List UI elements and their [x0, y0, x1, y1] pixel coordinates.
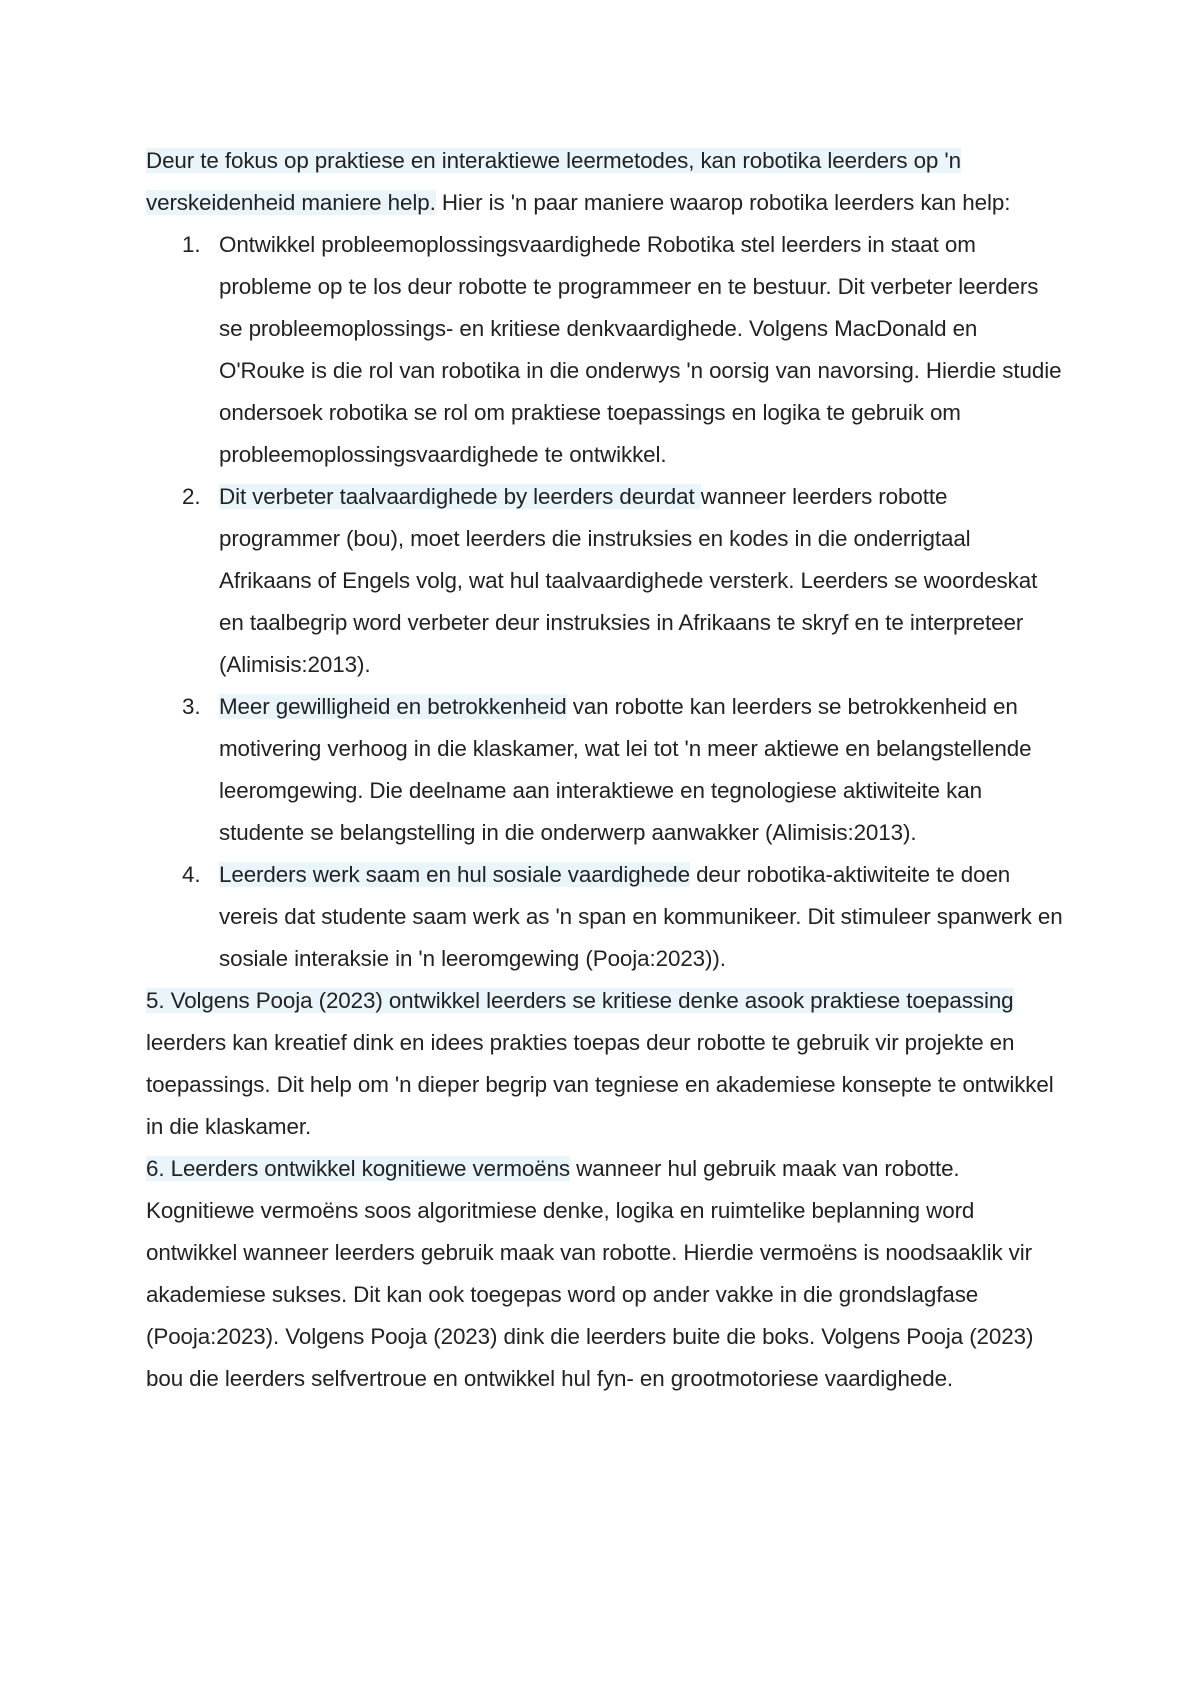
paragraph-6-text: wanneer hul gebruik maak van robotte. Kognitiewe vermoëns soos algoritmiese denke, logika en ruimtelike beplanning word ontwikkel wanneer leerders gebruik maak van robotte. Hierdie vermoëns is noodsaaklik vir akademiese sukses. Dit kan ook toegepas word op ander vakke in die grondslagfase (Pooja:2023). Volgens Pooja (2023) dink die leerders buite die boks. Volgens Pooja (2023) bou die leerders selfvertroue en ontwikkel hul fyn- en grootmotoriese vaardighede. — [146, 1156, 1034, 1391]
intro-paragraph — [146, 140, 1066, 224]
list-number: 2. — [182, 484, 201, 509]
list-item-text: wanneer leerders robotte programmer (bou), moet leerders die instruksies en kodes in die onderrigtaal Afrikaans of Engels volg, wat hul taalvaardighede versterk. Leerders se woordeskat en taalbegrip word verbeter deur instruksies in Afrikaans te skryf en te interpreteer (Alimisis:2013). — [219, 484, 1038, 677]
list-number: 1. — [182, 232, 201, 257]
numbered-list — [146, 224, 1066, 980]
paragraph-5-text: leerders kan kreatief dink en idees prakties toepas deur robotte te gebruik vir projekte en toepassings. Dit help om 'n dieper begrip van tegniese en akademiese konsepte te ontwikkel in die klaskamer. — [146, 1030, 1054, 1139]
document-page — [146, 140, 1066, 1400]
list-item-highlight: Dit verbeter taalvaardighede by leerders deurdat — [219, 484, 701, 509]
paragraph-6 — [146, 1148, 1066, 1400]
paragraph-5-highlight: 5. Volgens Pooja (2023) ontwikkel leerders se kritiese denke asook praktiese toepassing — [146, 988, 1014, 1013]
paragraph-6-highlight: 6. Leerders ontwikkel kognitiewe vermoëns — [146, 1156, 571, 1181]
list-item-text: deur robotika-aktiwiteite te doen vereis dat studente saam werk as 'n span en kommunikeer. Dit stimuleer spanwerk en sosiale interaksie in 'n leeromgewing (Pooja:2023)). — [219, 862, 1063, 971]
list-item — [146, 476, 1066, 686]
list-item-highlight: Meer gewilligheid en betrokkenheid — [219, 694, 567, 719]
list-item — [146, 224, 1066, 476]
list-item-highlight: Leerders werk saam en hul sosiale vaardighede — [219, 862, 690, 887]
intro-text: Hier is 'n paar maniere waarop robotika leerders kan help: — [435, 190, 1011, 215]
list-item-text: Ontwikkel probleemoplossingsvaardighede Robotika stel leerders in staat om probleme op te los deur robotte te programmeer en te bestuur. Dit verbeter leerders se probleemoplossings- en kritiese denkvaardighede. Volgens MacDonald en O'Rouke is die rol van robotika in die onderwys 'n oorsig van navorsing. Hierdie studie ondersoek robotika se rol om praktiese toepassings en logika te gebruik om probleemoplossingsvaardighede te ontwikkel. — [219, 232, 1062, 467]
list-item — [146, 854, 1066, 980]
list-number: 3. — [182, 694, 201, 719]
list-item-text: van robotte kan leerders se betrokkenheid en motivering verhoog in die klaskamer, wat lei tot 'n meer aktiewe en belangstellende leeromgewing. Die deelname aan interaktiewe en tegnologiese aktiwiteite kan studente se belangstelling in die onderwerp aanwakker (Alimisis:2013). — [219, 694, 1032, 845]
list-item — [146, 686, 1066, 854]
paragraph-5 — [146, 980, 1066, 1148]
intro-highlight: Deur te fokus op praktiese en interaktiewe leermetodes, kan robotika leerders op 'n verskeidenheid maniere help. — [146, 148, 961, 215]
list-number: 4. — [182, 862, 201, 887]
